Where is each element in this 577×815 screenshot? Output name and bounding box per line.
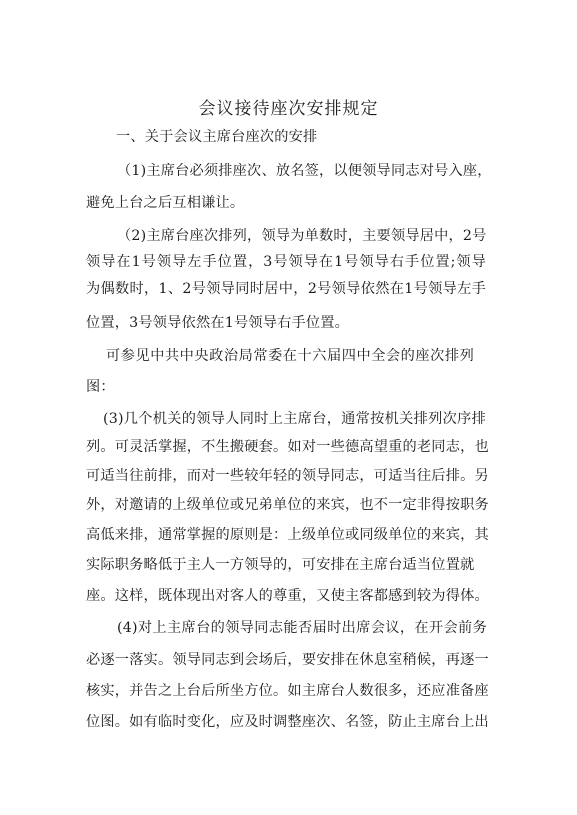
paragraph-line: 可参见中共中央政治局常委在十六届四中全会的座次排列 — [106, 348, 474, 364]
paragraph-line: 领导在1号领导左手位置，3号领导在1号领导右手位置;领导 — [86, 254, 486, 270]
paragraph-line: 位图。如有临时变化，应及时调整座次、名签，防止主席台上出 — [86, 714, 489, 730]
paragraph-line: 必逐一落实。领导同志到会场后，要安排在休息室稍候，再逐一 — [86, 652, 489, 668]
paragraph-line: 核实，并告之上台后所坐方位。如主席台人数很多，还应准备座 — [86, 683, 489, 699]
paragraph-line: （2)主席台座次排列，领导为单数时，主要领导居中，2号 — [117, 228, 487, 244]
document-title: 会议接待座次安排规定 — [198, 99, 379, 119]
paragraph-line: 为偶数时，1、2号领导同时居中，2号领导依然在1号领导左手 — [86, 281, 486, 297]
paragraph-line: 座。这样，既体现出对客人的尊重，又使主客都感到较为得体。 — [86, 588, 489, 604]
paragraph-line: (3)几个机关的领导人同时上主席台，通常按机关排列次序排 — [103, 411, 486, 427]
paragraph-line: 实际职务略低于主人一方领导的，可安排在主席台适当位置就 — [86, 557, 475, 573]
paragraph-line: （1)主席台必须排座次、放名签，以便领导同志对号入座， — [117, 163, 492, 179]
section-heading: 一、关于会议主席台座次的安排 — [116, 129, 318, 145]
paragraph-line: 高低来排，通常掌握的原则是：上级单位或同级单位的来宾，其 — [86, 527, 489, 543]
paragraph-line: 图： — [86, 379, 115, 395]
paragraph-line: 避免上台之后互相谦让。 — [86, 195, 245, 211]
paragraph-line: 可适当往前排，而对一些较年轻的领导同志，可适当往后排。另 — [86, 468, 489, 484]
paragraph-line: 位置，3号领导依然在1号领导右手位置。 — [86, 315, 350, 331]
paragraph-line: (4)对上主席台的领导同志能否届时出席会议，在开会前务 — [117, 620, 487, 636]
paragraph-line: 外，对邀请的上级单位或兄弟单位的来宾，也不一定非得按职务 — [86, 497, 489, 513]
paragraph-line: 列。可灵活掌握，不生搬硬套。如对一些德高望重的老同志，也 — [86, 439, 489, 455]
